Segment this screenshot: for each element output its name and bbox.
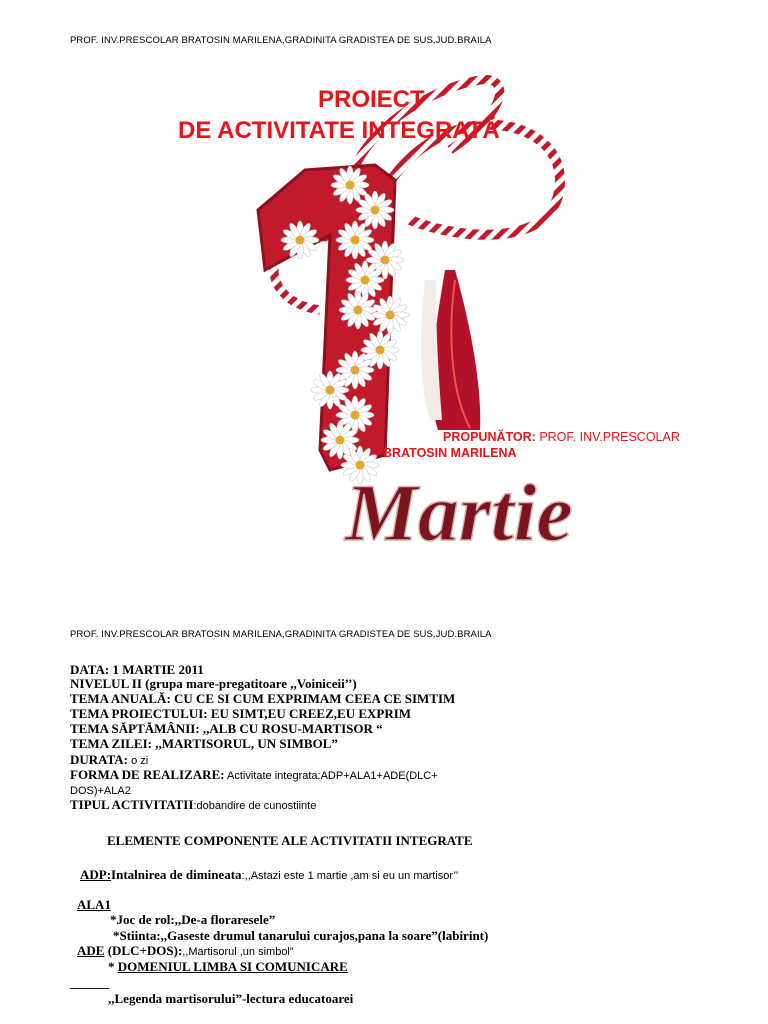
section-heading: ELEMENTE COMPONENTE ALE ACTIVITATII INTEGRATE (107, 833, 473, 848)
title-line-1: PROIECT (318, 86, 425, 113)
page-header: PROF. INV.PRESCOLAR BRATOSIN MARILENA,GRADINITA GRADISTEA DE SUS,JUD.BRAILA (70, 35, 492, 46)
tema-proiect-line: TEMA PROIECTULUI: EU SIMT,EU CREEZ,EU EXPRIM (70, 706, 412, 721)
forma-line-2: DOS)+ALA2 (70, 785, 131, 797)
joc-line: *Joc de rol:,,De-a floraresele” (110, 912, 276, 927)
data-line: DATA: 1 MARTIE 2011 (70, 662, 204, 677)
title-line-2: DE ACTIVITATE INTEGRATĂ (178, 117, 500, 144)
tema-anuala-line: TEMA ANUALĂ: CU CE SI CUM EXPRIMAM CEEA CE SIMTIM (70, 691, 456, 706)
ala1-line: ALA1 (77, 897, 111, 912)
proposer-label: PROPUNĂTOR: (443, 430, 536, 444)
stiinta-line: *Stiinta:,,Gaseste drumul tanarului curajos,pana la soare”(labirint) (113, 928, 489, 943)
proposer-line (443, 430, 680, 444)
tema-zilei-line: TEMA ZILEI: ,,MARTISORUL, UN SIMBOL” (70, 736, 338, 751)
blank-line: ______ (70, 975, 109, 990)
nivel-line: NIVELUL II (grupa mare-pregatitoare ,,Voiniceii’’) (70, 676, 357, 691)
martie-word: Martie (345, 467, 573, 558)
ade-line: ADE (DLC+DOS):,,Martisorul ,un simbol” (77, 943, 294, 958)
proposer-name: BRATOSIN MARILENA (383, 446, 517, 460)
domeniu-line: * DOMENIUL LIMBA SI COMUNICARE (108, 959, 348, 974)
tipul-line: TIPUL ACTIVITATII:dobandire de cunostiinte (70, 797, 317, 812)
legenda-line: ,,Legenda martisorului”-lectura educatoarei (108, 991, 354, 1006)
forma-line: FORMA DE REALIZARE: Activitate integrata:ADP+ALA1+ADE(DLC+ (70, 767, 438, 782)
adp-line: ADP:Intalnirea de dimineata:,,Astazi este 1 martie ,am si eu un martisor’’ (80, 867, 459, 882)
page-header-repeat: PROF. INV.PRESCOLAR BRATOSIN MARILENA,GRADINITA GRADISTEA DE SUS,JUD.BRAILA (70, 629, 492, 640)
tema-saptamanii-line: TEMA SĂPTĂMÂNII: ,,ALB CU ROSU-MARTISOR “ (70, 721, 383, 736)
proposer-role: PROF. INV.PRESCOLAR (535, 430, 680, 444)
martisor-illustration (180, 70, 590, 580)
durata-line: DURATA: o zi (70, 752, 149, 767)
